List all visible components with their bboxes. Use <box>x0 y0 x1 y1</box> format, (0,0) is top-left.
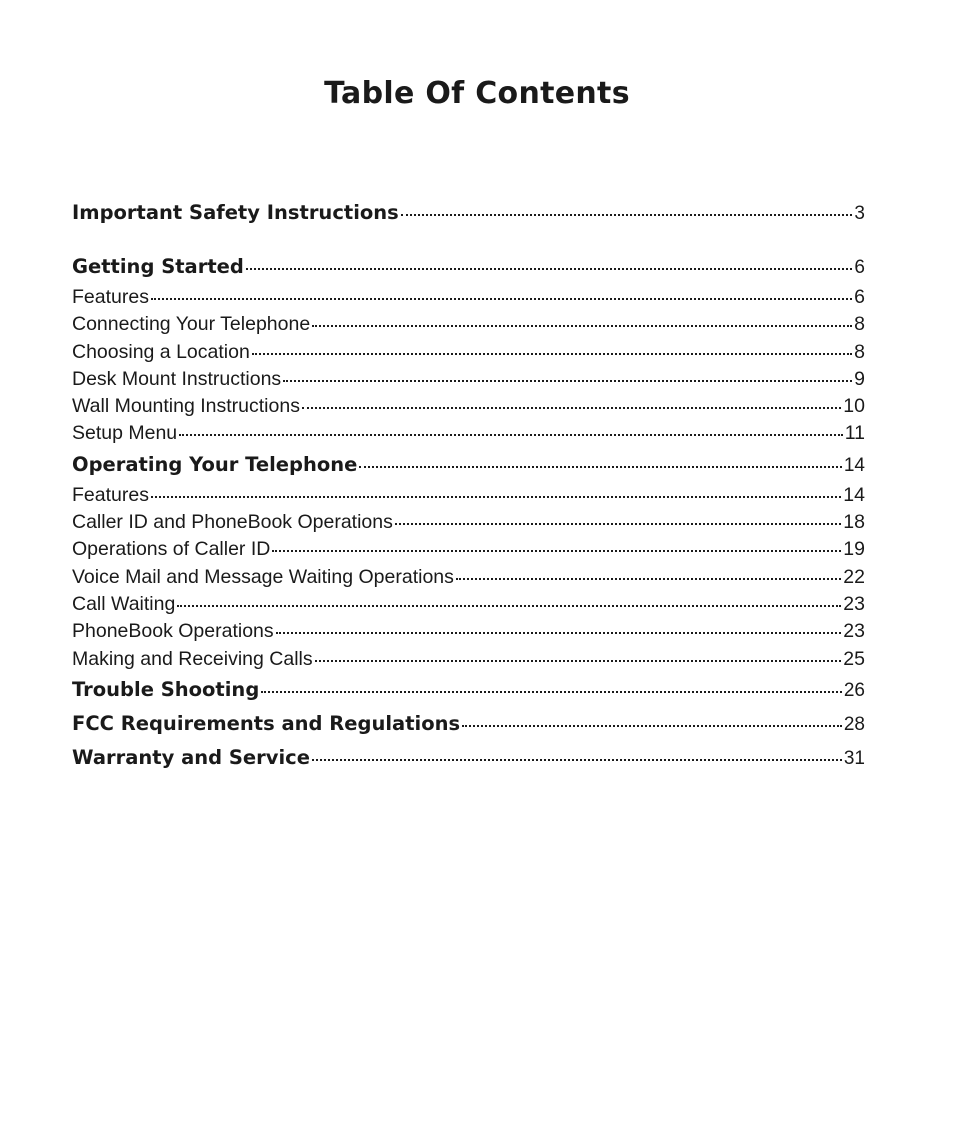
toc-page-number: 19 <box>843 538 865 561</box>
toc-page-number: 23 <box>843 592 865 615</box>
toc-entry-label: Setup Menu <box>72 422 178 445</box>
toc-page-number: 8 <box>854 313 865 336</box>
toc-page-number: 8 <box>854 340 865 363</box>
toc-entry-label: Features <box>72 483 149 506</box>
toc-entry-setup-menu[interactable] <box>72 420 865 447</box>
toc-entry-label: Warranty and Service <box>72 745 310 769</box>
toc-page-number: 23 <box>843 620 865 643</box>
dot-leader <box>312 758 842 761</box>
toc-page-number: 14 <box>843 483 865 506</box>
toc-entry-phonebook-operations[interactable] <box>72 618 865 645</box>
dot-leader <box>283 379 852 382</box>
toc-page-number: 22 <box>843 565 865 588</box>
toc-entry-fcc-requirements-and-regulations[interactable] <box>72 707 865 741</box>
toc-entry-label: Operating Your Telephone <box>72 452 358 476</box>
toc-entry-label: Features <box>72 286 149 308</box>
toc-entry-getting-started[interactable] <box>72 250 865 284</box>
toc-entry-label: Important Safety Instructions <box>72 201 399 224</box>
toc-entry-features[interactable] <box>72 284 865 311</box>
toc-entry-label: Making and Receiving Calls <box>72 647 313 670</box>
toc-page-number: 6 <box>854 286 865 308</box>
toc-page-number: 10 <box>843 395 865 418</box>
toc-page-number: 14 <box>843 454 865 476</box>
dot-leader <box>261 690 842 693</box>
toc-entry-label: Wall Mounting Instructions <box>72 395 300 418</box>
toc-entry-label: Voice Mail and Message Waiting Operations <box>72 565 454 588</box>
toc-page-number: 11 <box>844 422 865 445</box>
toc-entry-label: Trouble Shooting <box>72 677 260 701</box>
dot-leader <box>151 495 841 498</box>
toc-entry-label: Operations of Caller ID <box>72 538 271 561</box>
toc-entry-wall-mounting-instructions[interactable] <box>72 393 865 420</box>
dot-leader <box>302 406 841 409</box>
page-title: Table Of Contents <box>324 76 630 111</box>
dot-leader <box>359 465 841 468</box>
toc-entry-operations-of-caller-id[interactable] <box>72 536 865 563</box>
dot-leader <box>462 724 842 727</box>
toc-entry-label: Connecting Your Telephone <box>72 313 311 336</box>
toc-entry-label: PhoneBook Operations <box>72 620 274 643</box>
toc-entry-voice-mail-and-message-waiting-operations[interactable] <box>72 564 865 591</box>
toc-entry-connecting-your-telephone[interactable] <box>72 311 865 338</box>
toc-entry-label: Choosing a Location <box>72 340 250 363</box>
toc-page-number: 9 <box>854 367 865 390</box>
toc-page-number: 6 <box>854 257 865 278</box>
dot-leader <box>395 522 841 525</box>
toc-entry-label: Call Waiting <box>72 592 176 615</box>
toc-entry-label: Caller ID and PhoneBook Operations <box>72 511 393 534</box>
toc-entry-label: Desk Mount Instructions <box>72 367 282 390</box>
toc-entry-label: FCC Requirements and Regulations <box>72 711 461 735</box>
dot-leader <box>151 297 852 300</box>
toc-page-number: 18 <box>843 511 865 534</box>
toc-entry-caller-id-and-phonebook-operations[interactable] <box>72 509 865 536</box>
dot-leader <box>312 324 852 327</box>
toc-entry-operating-your-telephone[interactable] <box>72 448 865 482</box>
table-of-contents <box>72 196 865 775</box>
toc-page-number: 26 <box>843 679 865 701</box>
toc-page-number: 28 <box>843 713 865 735</box>
dot-leader <box>252 352 852 355</box>
toc-entry-important-safety-instructions[interactable] <box>72 196 865 230</box>
dot-leader <box>177 604 841 607</box>
dot-leader <box>272 549 841 552</box>
dot-leader <box>401 213 853 216</box>
toc-entry-choosing-a-location[interactable] <box>72 339 865 366</box>
toc-page-number: 31 <box>843 747 865 769</box>
toc-entry-label: Getting Started <box>72 255 244 278</box>
dot-leader <box>246 267 853 270</box>
toc-entry-desk-mount-instructions[interactable] <box>72 366 865 393</box>
toc-entry-making-and-receiving-calls[interactable] <box>72 646 865 673</box>
toc-entry-features[interactable] <box>72 482 865 509</box>
toc-entry-trouble-shooting[interactable] <box>72 673 865 707</box>
dot-leader <box>179 433 843 436</box>
toc-entry-warranty-and-service[interactable] <box>72 741 865 775</box>
toc-page-number: 3 <box>854 203 865 224</box>
dot-leader <box>315 659 842 662</box>
toc-entry-call-waiting[interactable] <box>72 591 865 618</box>
dot-leader <box>276 631 842 634</box>
toc-page-number: 25 <box>843 647 865 670</box>
dot-leader <box>456 577 841 580</box>
